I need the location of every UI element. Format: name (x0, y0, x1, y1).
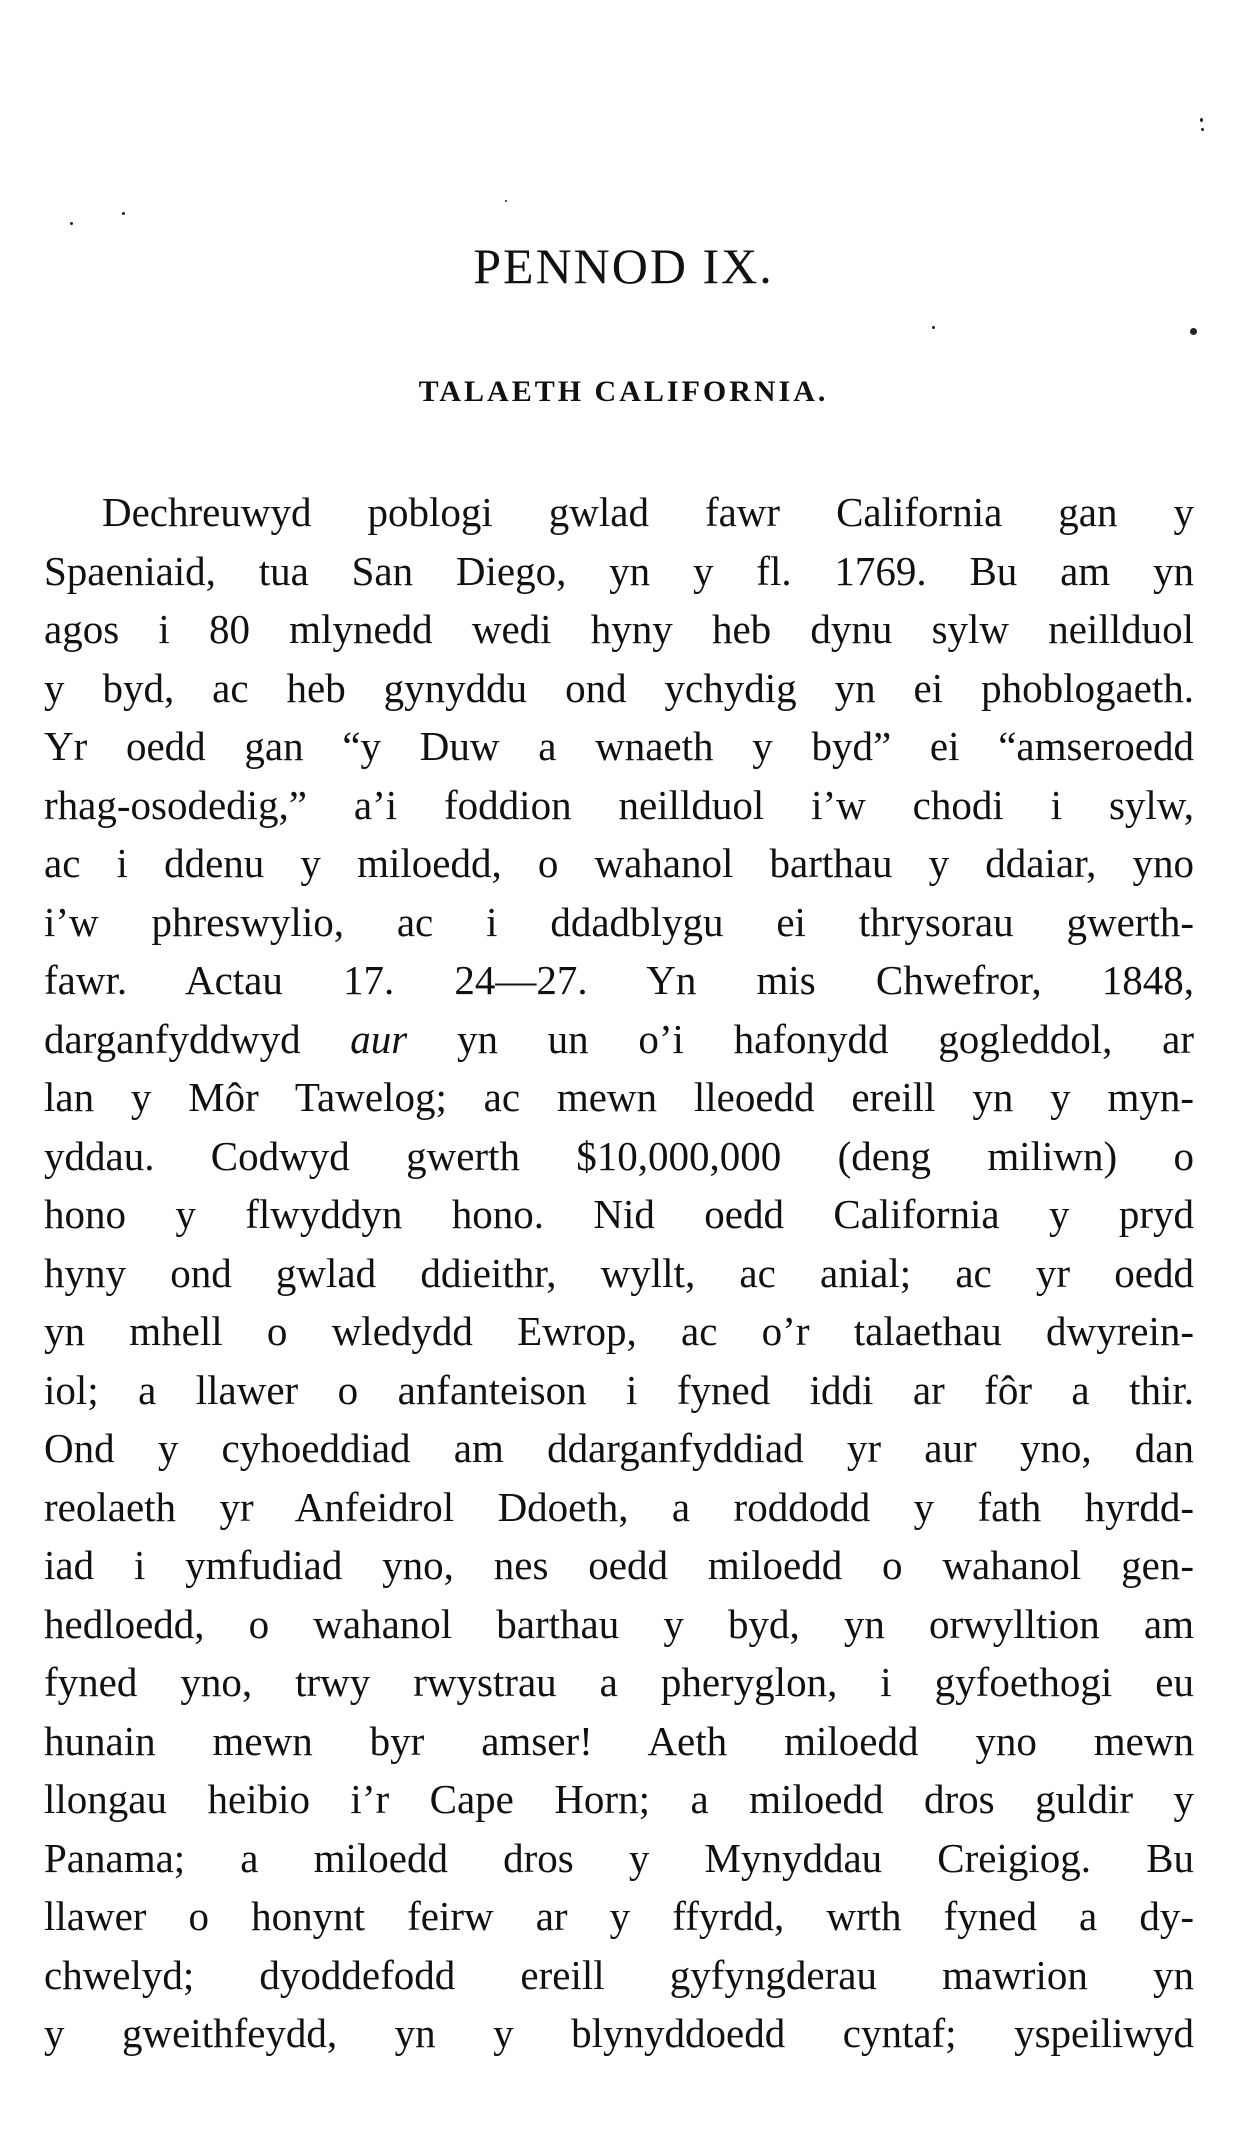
text-line: agos i 80 mlynedd wedi hyny heb dynu sylw neillduol (44, 606, 1194, 652)
ink-speck (932, 326, 935, 329)
text-line: lan y Môr Tawelog; ac mewn lleoedd ereill yn y myn- (44, 1074, 1194, 1120)
text-line: reolaeth yr Anfeidrol Ddoeth, a roddodd y fath hyrdd- (44, 1483, 1194, 1530)
text-line: Ond y cyhoeddiad am ddarganfyddiad yr aur yno, dan (44, 1425, 1194, 1471)
text-line: i’w phreswylio, ac i ddadblygu ei thrysorau gwerth- (44, 898, 1194, 945)
text-line: Spaeniaid, tua San Diego, yn y fl. 1769. Bu am yn (44, 547, 1194, 594)
text-line: y byd, ac heb gynyddu ond ychydig yn ei phoblogaeth. (44, 664, 1194, 711)
text-line: Dechreuwyd poblogi gwlad fawr California gan y (102, 489, 1194, 535)
ink-speck (505, 200, 507, 202)
body-paragraph (44, 483, 1194, 2063)
text-line: ac i ddenu y miloedd, o wahanol barthau y ddaiar, yno (44, 840, 1194, 886)
ink-speck (1200, 118, 1203, 122)
ink-speck (122, 212, 125, 215)
text-line: yn mhell o wledydd Ewrop, ac o’r talaethau dwyrein- (44, 1308, 1194, 1354)
text-line: darganfyddwyd aur yn un o’i hafonydd gogleddol, ar (44, 1015, 1194, 1062)
text-line: yddau. Codwyd gwerth $10,000,000 (deng miliwn) o (44, 1132, 1194, 1179)
text-line: hedloedd, o wahanol barthau y byd, yn orwylltion am (44, 1600, 1194, 1647)
text-line: iad i ymfudiad yno, nes oedd miloedd o wahanol gen- (44, 1542, 1194, 1588)
text-line: hunain mewn byr amser! Aeth miloedd yno mewn (44, 1717, 1194, 1764)
ink-speck (70, 222, 73, 225)
chapter-title: PENNOD IX. (473, 238, 774, 294)
text-line: iol; a llawer o anfanteison i fyned iddi ar fôr a thir. (44, 1366, 1194, 1413)
emphasis-word: aur (350, 1015, 408, 1062)
ink-speck (1201, 128, 1204, 131)
ink-speck (1190, 328, 1197, 335)
text-line: llongau heibio i’r Cape Horn; a miloedd dros guldir y (44, 1776, 1194, 1822)
text-line: rhag-osodedig,” a’i foddion neillduol i’w chodi i sylw, (44, 781, 1194, 828)
text-line: hono y flwyddyn hono. Nid oedd California y pryd (44, 1191, 1194, 1237)
text-line: Yr oedd gan “y Duw a wnaeth y byd” ei “amseroedd (44, 723, 1194, 769)
text-line: llawer o honynt feirw ar y ffyrdd, wrth fyned a dy- (44, 1893, 1194, 1939)
text-line: chwelyd; dyoddefodd ereill gyfyngderau mawrion yn (44, 1951, 1194, 1998)
section-title: TALAETH CALIFORNIA. (418, 375, 829, 408)
text-line: hyny ond gwlad ddieithr, wyllt, ac anial; ac yr oedd (44, 1249, 1194, 1296)
text-line: fawr. Actau 17. 24—27. Yn mis Chwefror, 1848, (44, 957, 1194, 1003)
text-line: fyned yno, trwy rwystrau a pheryglon, i gyfoethogi eu (44, 1659, 1194, 1705)
text-line: Panama; a miloedd dros y Mynyddau Creigiog. Bu (44, 1834, 1194, 1881)
text-line: y gweithfeydd, yn y blynyddoedd cyntaf; yspeiliwyd (44, 2010, 1194, 2056)
